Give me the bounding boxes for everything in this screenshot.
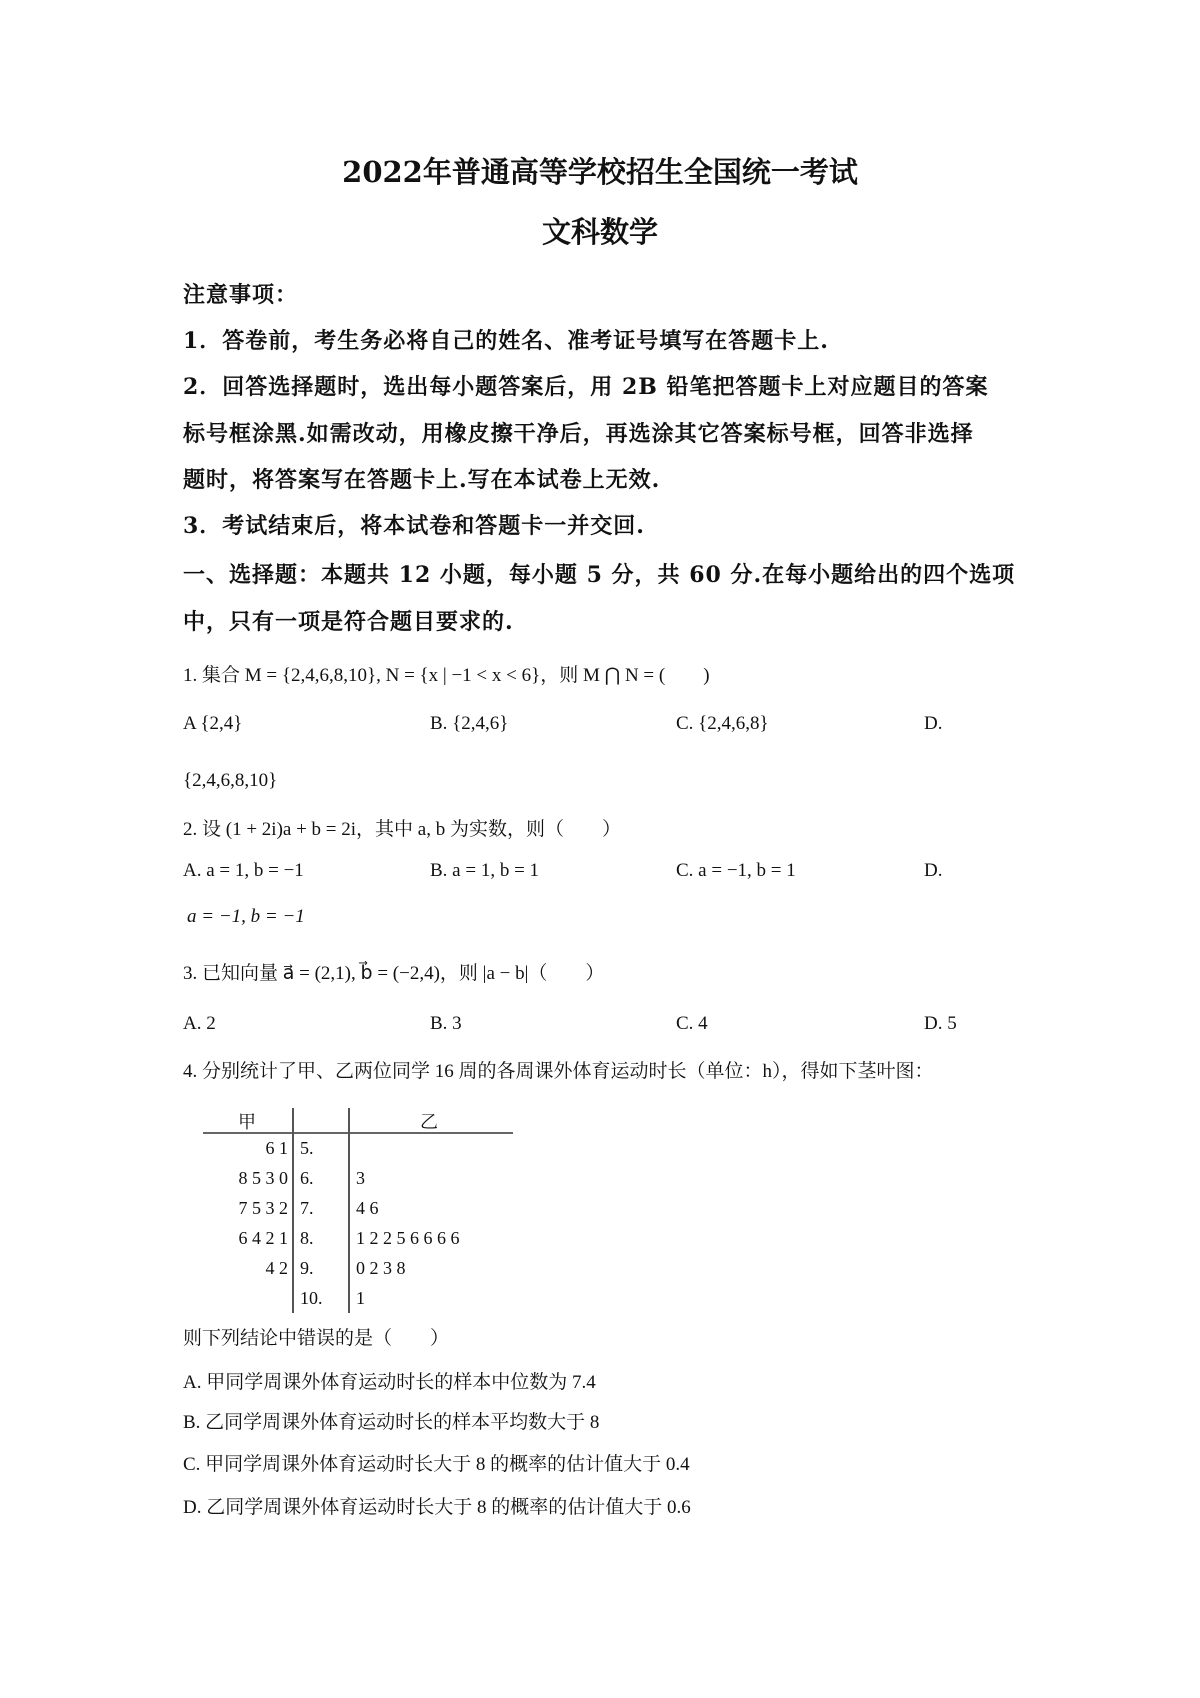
q2-option-a: A. a = 1, b = −1 bbox=[183, 860, 304, 881]
stem-leaf-right: 1 bbox=[356, 1288, 365, 1308]
q4-option-c: C. 甲同学周课外体育运动时长大于 8 的概率的估计值大于 0.4 bbox=[183, 1454, 690, 1475]
notice-line: 2．回答选择题时，选出每小题答案后，用 2B 铅笔把答题卡上对应题目的答案 bbox=[183, 374, 989, 400]
q4-option-b: B. 乙同学周课外体育运动时长的样本平均数大于 8 bbox=[183, 1412, 600, 1433]
left-header: 甲 bbox=[238, 1112, 256, 1132]
q1-option-b: B. {2,4,6} bbox=[430, 713, 509, 734]
stem-leaf-plot bbox=[200, 1108, 520, 1313]
stem-value: 7. bbox=[300, 1198, 314, 1218]
q1-option-a: A {2,4} bbox=[183, 713, 243, 734]
q1-option-d-value: {2,4,6,8,10} bbox=[183, 770, 278, 791]
right-header: 乙 bbox=[420, 1112, 438, 1132]
notice-line: 1．答卷前，考生务必将自己的姓名、准考证号填写在答题卡上. bbox=[183, 328, 829, 354]
question-1-stem: 1. 集合 M = {2,4,6,8,10}, N = {x | −1 < x < 6}，则 M ⋂ N = ( ) bbox=[183, 665, 710, 686]
notice-line: 标号框涂黑.如需改动，用橡皮擦干净后，再选涂其它答案标号框，回答非选择 bbox=[183, 421, 974, 447]
stem-leaf-left: 6 4 2 1 bbox=[238, 1228, 288, 1248]
stem-leaf-left: 6 1 bbox=[265, 1138, 288, 1158]
stem-leaf-right: 0 2 3 8 bbox=[356, 1258, 406, 1278]
stem-leaf-right: 3 bbox=[356, 1168, 365, 1188]
question-2-stem: 2. 设 (1 + 2i)a + b = 2i，其中 a, b 为实数，则（ ） bbox=[183, 819, 621, 840]
stem-value: 5. bbox=[300, 1138, 314, 1158]
q2-option-d: D. bbox=[924, 860, 943, 881]
q4-option-d: D. 乙同学周课外体育运动时长大于 8 的概率的估计值大于 0.6 bbox=[183, 1497, 691, 1518]
q3-option-b: B. 3 bbox=[430, 1013, 462, 1034]
q2-option-b: B. a = 1, b = 1 bbox=[430, 860, 540, 881]
question-4-followup: 则下列结论中错误的是（ ） bbox=[183, 1328, 450, 1349]
stem-value: 10. bbox=[300, 1288, 323, 1308]
exam-subtitle: 文科数学 bbox=[541, 215, 658, 249]
stem-leaf-left: 7 5 3 2 bbox=[238, 1198, 288, 1218]
stem-leaf-right: 4 6 bbox=[356, 1198, 379, 1218]
q3-option-c: C. 4 bbox=[676, 1013, 708, 1034]
notice-line: 3．考试结束后，将本试卷和答题卡一并交回. bbox=[183, 513, 645, 539]
notice-line: 题时，将答案写在答题卡上.写在本试卷上无效. bbox=[183, 467, 661, 493]
q1-option-d: D. bbox=[924, 713, 943, 734]
question-4-stem: 4. 分别统计了甲、乙两位同学 16 周的各周课外体育运动时长（单位：h），得如下茎叶图： bbox=[183, 1061, 934, 1082]
q3-option-a: A. 2 bbox=[183, 1013, 216, 1034]
divider bbox=[348, 1108, 350, 1313]
stem-value: 8. bbox=[300, 1228, 314, 1248]
q1-option-c: C. {2,4,6,8} bbox=[676, 713, 769, 734]
section-heading: 一、选择题：本题共 12 小题，每小题 5 分，共 60 分.在每小题给出的四个选项 bbox=[183, 562, 1016, 588]
stem-leaf-left: 8 5 3 0 bbox=[238, 1168, 288, 1188]
stem-value: 6. bbox=[300, 1168, 314, 1188]
q2-option-c: C. a = −1, b = 1 bbox=[676, 860, 796, 881]
section-heading-cont: 中，只有一项是符合题目要求的. bbox=[183, 609, 514, 635]
stem-leaf-left: 4 2 bbox=[265, 1258, 288, 1278]
stem-leaf-right: 1 2 2 5 6 6 6 6 bbox=[356, 1228, 460, 1248]
q3-option-d: D. 5 bbox=[924, 1013, 957, 1034]
q4-option-a: A. 甲同学周课外体育运动时长的样本中位数为 7.4 bbox=[183, 1372, 596, 1393]
divider bbox=[292, 1108, 294, 1313]
question-3-stem: 3. 已知向量 a⃗ = (2,1), b⃗ = (−2,4)，则 |a − b|（ ） bbox=[183, 963, 605, 984]
stem-value: 9. bbox=[300, 1258, 314, 1278]
exam-title: 2022年普通高等学校招生全国统一考试 bbox=[342, 155, 858, 189]
notice-heading: 注意事项： bbox=[183, 282, 299, 308]
q2-option-d-value: a = −1, b = −1 bbox=[187, 906, 305, 927]
